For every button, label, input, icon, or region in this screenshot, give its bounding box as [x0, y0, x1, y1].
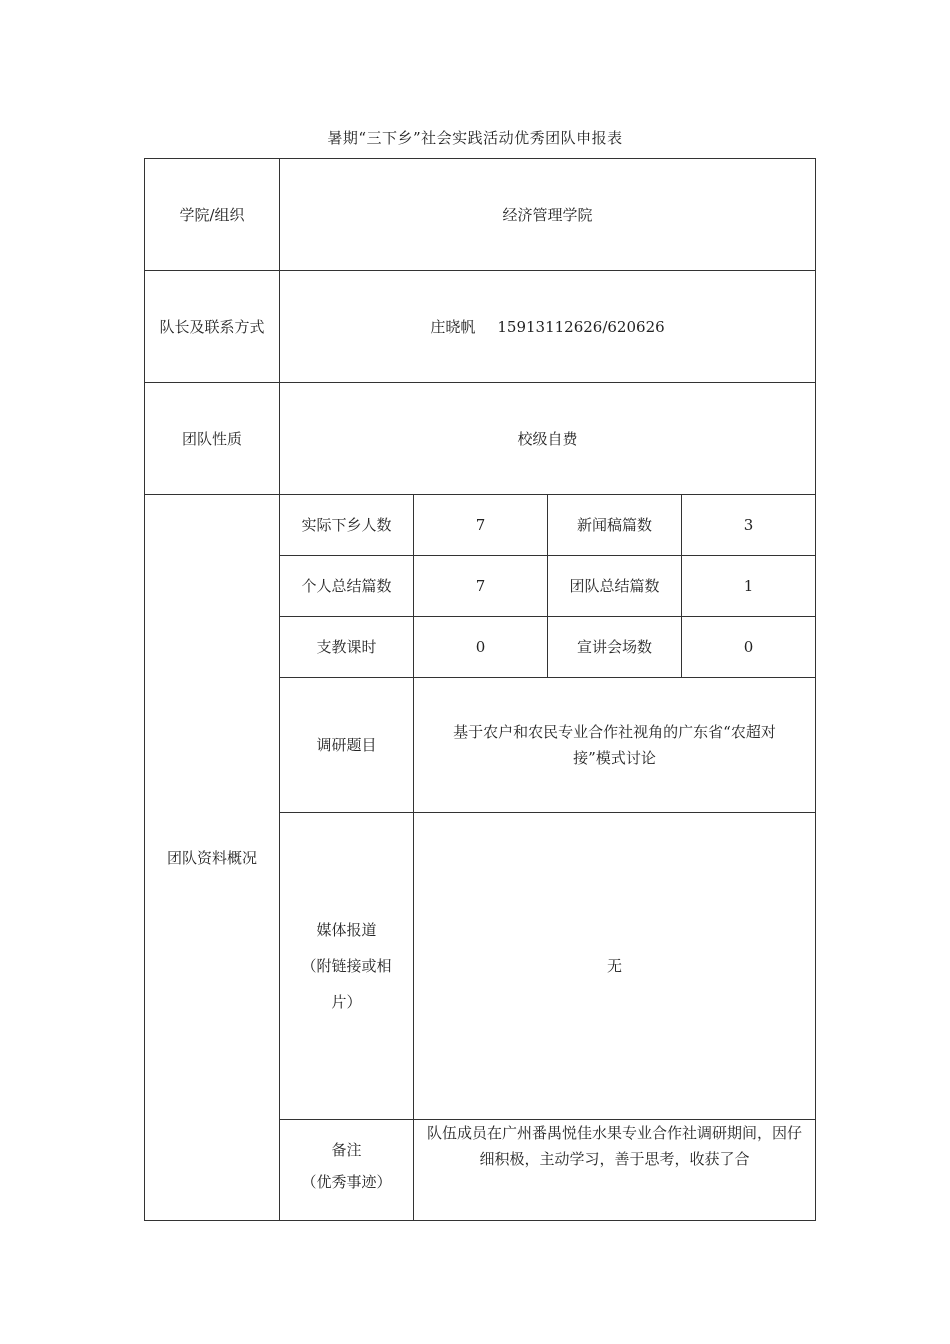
leader-phone: 15913112626/620626: [497, 317, 665, 336]
stat-value: 1: [682, 556, 816, 617]
stat-label: 宣讲会场数: [548, 617, 682, 678]
stat-value: 0: [414, 617, 548, 678]
leader-value-cell: [280, 271, 816, 383]
notes-label-line: （优秀事迹）: [301, 1173, 392, 1191]
stats-row: [145, 495, 816, 556]
application-form-table: [144, 158, 816, 1221]
stat-label: 支教课时: [280, 617, 414, 678]
leader-label: 队长及联系方式: [145, 271, 280, 383]
nature-label: 团队性质: [145, 383, 280, 495]
college-value: 经济管理学院: [280, 159, 816, 271]
media-label-line: （附链接或相: [301, 957, 392, 975]
notes-value: 队伍成员在广州番禺悦佳水果专业合作社调研期间，因仔细积极，主动学习，善于思考，收获了合: [414, 1120, 816, 1221]
row-college: [145, 159, 816, 271]
notes-label-cell: [280, 1120, 414, 1221]
stat-label: 实际下乡人数: [280, 495, 414, 556]
college-label: 学院/组织: [145, 159, 280, 271]
stat-label: 个人总结篇数: [280, 556, 414, 617]
media-label-line: 片）: [331, 993, 362, 1011]
research-value-cell: [414, 678, 816, 813]
stat-label: 新闻稿篇数: [548, 495, 682, 556]
research-label: 调研题目: [280, 678, 414, 813]
form-title: 暑期“三下乡”社会实践活动优秀团队申报表: [327, 129, 623, 147]
media-label-line: 媒体报道: [316, 921, 377, 939]
stat-label: 团队总结篇数: [548, 556, 682, 617]
leader-name: 庄晓帆: [430, 317, 476, 336]
research-value: 基于农户和农民专业合作社视角的广东省“农超对接”模式讨论: [453, 723, 776, 767]
stat-value: 3: [682, 495, 816, 556]
overview-label: 团队资料概况: [145, 495, 280, 1221]
media-value: 无: [414, 813, 816, 1120]
row-leader: [145, 271, 816, 383]
media-label-cell: [280, 813, 414, 1120]
stat-value: 7: [414, 495, 548, 556]
row-nature: [145, 383, 816, 495]
nature-value: 校级自费: [280, 383, 816, 495]
stat-value: 0: [682, 617, 816, 678]
stat-value: 7: [414, 556, 548, 617]
notes-label-line: 备注: [331, 1141, 362, 1159]
